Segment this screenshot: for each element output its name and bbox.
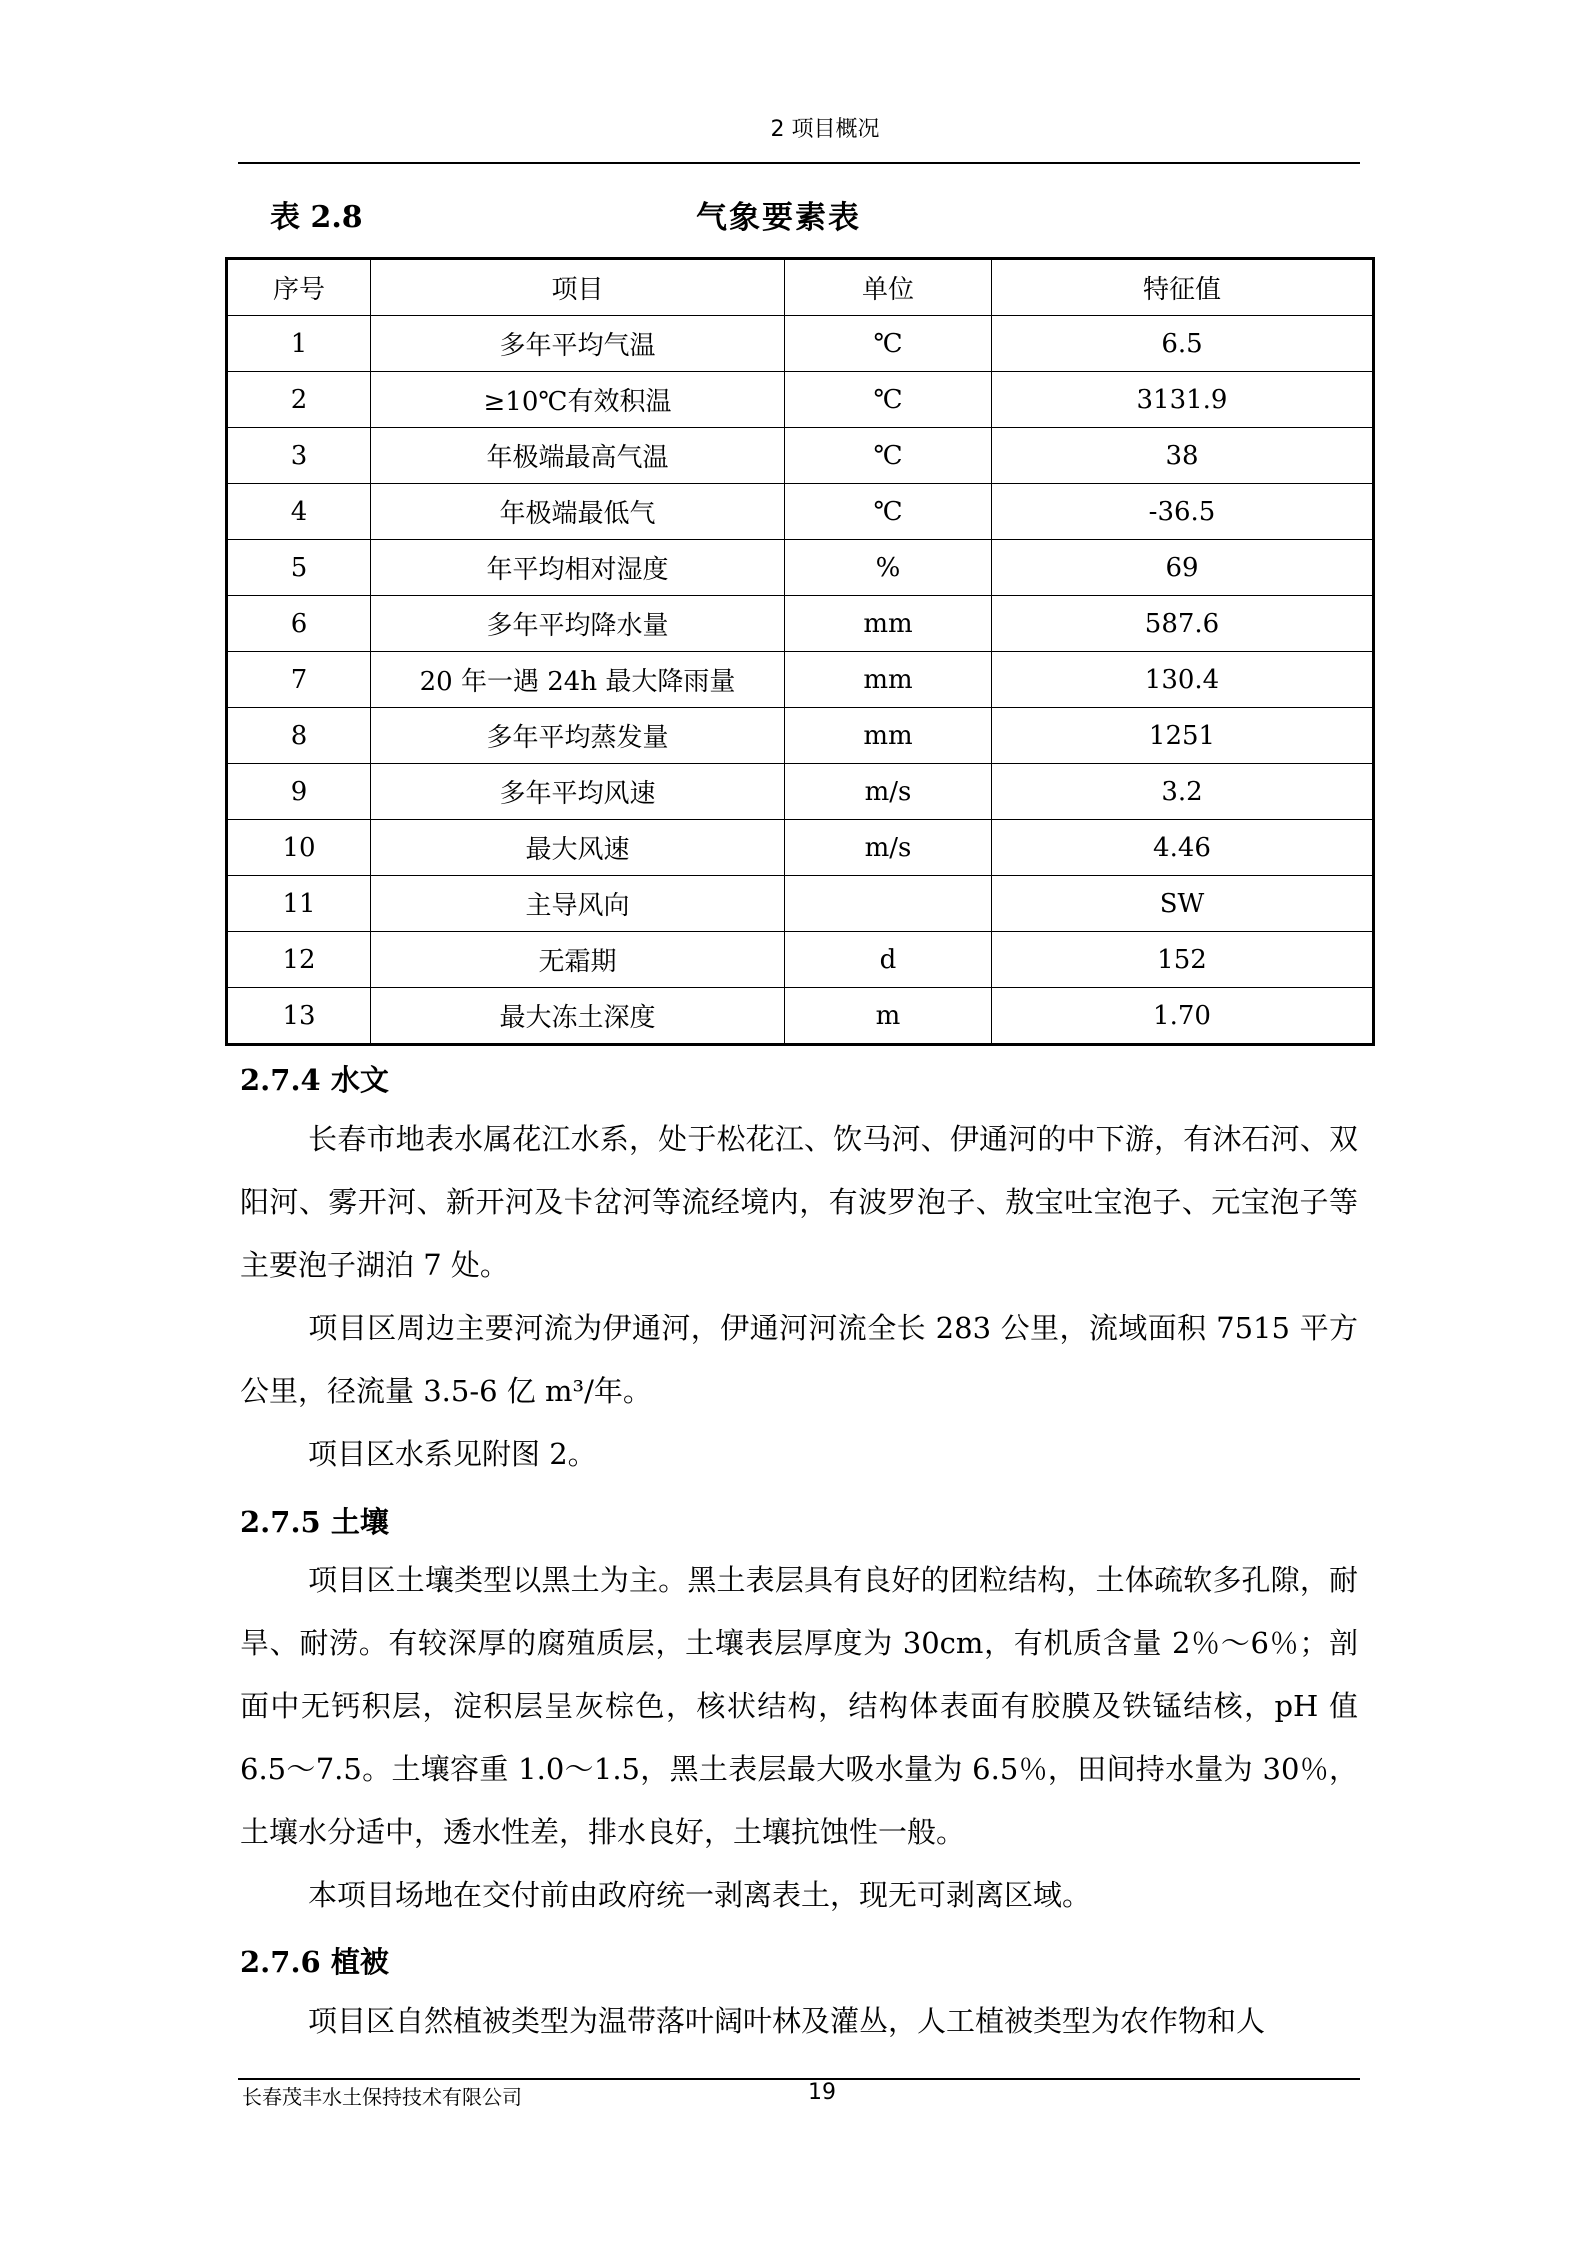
table-cell: mm: [785, 652, 992, 708]
table-cell: 主导风向: [371, 876, 785, 932]
table-cell: [785, 876, 992, 932]
table-row: [227, 484, 1374, 540]
table-cell: 多年平均降水量: [371, 596, 785, 652]
table-header-row: [227, 259, 1374, 316]
table-title: 气象要素表: [696, 200, 861, 236]
table-cell: 587.6: [992, 596, 1374, 652]
table-row: [227, 596, 1374, 652]
table-cell: 10: [227, 820, 371, 876]
table-cell: 多年平均蒸发量: [371, 708, 785, 764]
table-cell: 1: [227, 316, 371, 372]
section-heading-vegetation: 2.7.6 植被: [240, 1945, 389, 1979]
table-cell: 11: [227, 876, 371, 932]
section-heading-soil: 2.7.5 土壤: [240, 1505, 389, 1539]
paragraph: 长春市地表水属花江水系，处于松花江、饮马河、伊通河的中下游，有沐石河、双阳河、雾开河、新开河及卡岔河等流经境内，有波罗泡子、敖宝吐宝泡子、元宝泡子等主要泡子湖泊 7 处。: [240, 1122, 1358, 1282]
table-cell: 152: [992, 932, 1374, 988]
table-cell: m/s: [785, 820, 992, 876]
table-cell: 6: [227, 596, 371, 652]
table-row: [227, 652, 1374, 708]
table-row: [227, 540, 1374, 596]
table-cell: 无霜期: [371, 932, 785, 988]
column-header: 序号: [227, 259, 371, 316]
table-cell: 4: [227, 484, 371, 540]
running-header: 2 项目概况: [770, 117, 880, 142]
paragraph: 本项目场地在交付前由政府统一剥离表土，现无可剥离区域。: [308, 1878, 1092, 1912]
table-row: [227, 316, 1374, 372]
column-header: 项目: [371, 259, 785, 316]
table-cell: 8: [227, 708, 371, 764]
table-cell: 1.70: [992, 988, 1374, 1045]
table-cell: 最大冻土深度: [371, 988, 785, 1045]
paragraph: 项目区水系见附图 2。: [308, 1437, 597, 1471]
table-cell: 20 年一遇 24h 最大降雨量: [371, 652, 785, 708]
table-cell: 38: [992, 428, 1374, 484]
table-cell: SW: [992, 876, 1374, 932]
paragraph: 项目区自然植被类型为温带落叶阔叶林及灌丛，人工植被类型为农作物和人: [308, 2004, 1266, 2038]
table-cell: 年极端最高气温: [371, 428, 785, 484]
table-cell: 多年平均风速: [371, 764, 785, 820]
table-caption: [270, 192, 1380, 236]
column-header: 特征值: [992, 259, 1374, 316]
table-cell: ℃: [785, 316, 992, 372]
table-cell: ℃: [785, 484, 992, 540]
table-row: [227, 428, 1374, 484]
footer-divider: [238, 2078, 1360, 2080]
table-cell: 3131.9: [992, 372, 1374, 428]
table-row: [227, 876, 1374, 932]
table-cell: -36.5: [992, 484, 1374, 540]
table-cell: 3: [227, 428, 371, 484]
table-cell: 12: [227, 932, 371, 988]
table-cell: 130.4: [992, 652, 1374, 708]
table-cell: mm: [785, 596, 992, 652]
table-row: [227, 764, 1374, 820]
table-cell: 多年平均气温: [371, 316, 785, 372]
table-cell: %: [785, 540, 992, 596]
page-number: 19: [808, 2080, 836, 2105]
table-cell: d: [785, 932, 992, 988]
table-cell: 3.2: [992, 764, 1374, 820]
table-cell: 9: [227, 764, 371, 820]
table-cell: 6.5: [992, 316, 1374, 372]
table-row: [227, 988, 1374, 1045]
table-cell: ≥10℃有效积温: [371, 372, 785, 428]
table-cell: m: [785, 988, 992, 1045]
footer-company: 长春茂丰水土保持技术有限公司: [242, 2085, 522, 2109]
table-cell: ℃: [785, 372, 992, 428]
column-header: 单位: [785, 259, 992, 316]
paragraph: 项目区周边主要河流为伊通河，伊通河河流全长 283 公里，流域面积 7515 平方公里，径流量 3.5-6 亿 m³/年。: [240, 1311, 1358, 1408]
table-cell: 最大风速: [371, 820, 785, 876]
table-cell: 1251: [992, 708, 1374, 764]
table-row: [227, 932, 1374, 988]
table-number: 表 2.8: [270, 200, 363, 235]
table-cell: ℃: [785, 428, 992, 484]
paragraph: 项目区土壤类型以黑土为主。黑土表层具有良好的团粒结构，土体疏软多孔隙，耐旱、耐涝。有较深厚的腐殖质层，土壤表层厚度为 30cm，有机质含量 2％～6％；剖面中无钙积层，淀积层呈灰棕色，核状结构，结构体表面有胶膜及铁锰结核，pH 值 6.5～7.5。土壤容重 1.0～1.5，黑土表层最大吸水量为 6.5％，田间持水量为 30％，土壤水分适中，透水性差，排水良好，土壤抗蚀性一般。: [240, 1563, 1358, 1849]
table-cell: m/s: [785, 764, 992, 820]
table-cell: 4.46: [992, 820, 1374, 876]
header-divider: [238, 162, 1360, 164]
section-heading-hydrology: 2.7.4 水文: [240, 1063, 389, 1097]
table-cell: 年平均相对湿度: [371, 540, 785, 596]
table-cell: mm: [785, 708, 992, 764]
table-cell: 5: [227, 540, 371, 596]
table-row: [227, 708, 1374, 764]
table-row: [227, 820, 1374, 876]
table-cell: 7: [227, 652, 371, 708]
table-cell: 13: [227, 988, 371, 1045]
meteorology-table: [225, 257, 1375, 1046]
table-cell: 年极端最低气: [371, 484, 785, 540]
table-row: [227, 372, 1374, 428]
table-cell: 2: [227, 372, 371, 428]
table-cell: 69: [992, 540, 1374, 596]
